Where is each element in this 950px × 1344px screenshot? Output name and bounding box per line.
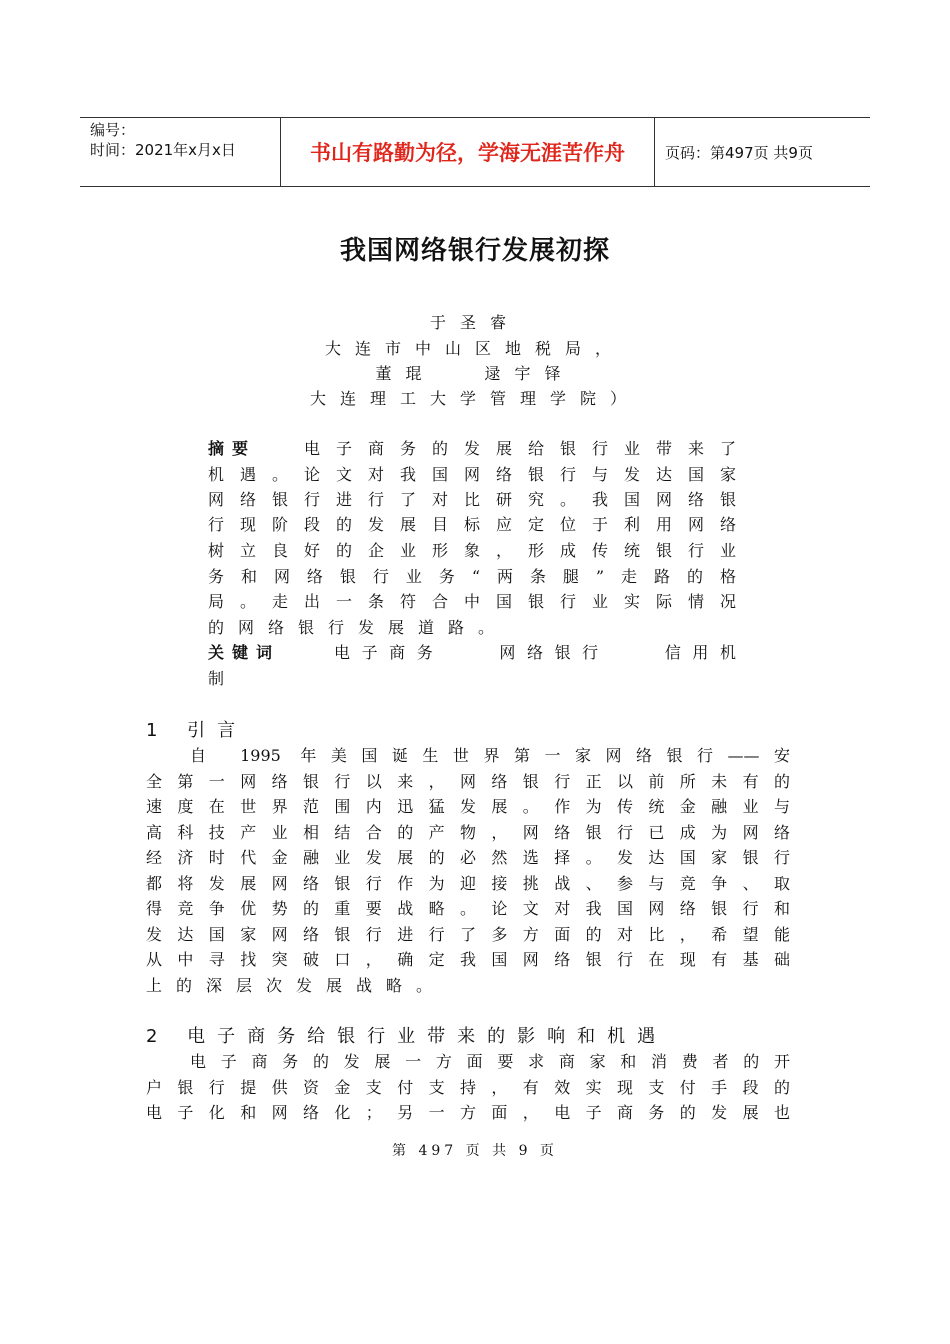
body-line: 电子商务的发展一方面要求商家和消费者的开 xyxy=(190,1052,790,1071)
section-heading-2: 2 电子商务给银行业带来的影响和机遇 xyxy=(146,1026,668,1047)
body-line: 从中寻找突破口，确定我国网络银行在现有基础 xyxy=(146,950,790,969)
body-line: 电子化和网络化；另一方面，电子商务的发展也 xyxy=(146,1103,790,1122)
body-line: 自 1995 年美国诞生世界第一家网络银行——安 xyxy=(190,746,790,765)
document-title: 我国网络银行发展初探 xyxy=(339,236,610,266)
body-line: 高科技产业相结合的产物，网络银行已成为网络 xyxy=(146,823,790,842)
author-line-1: 于圣睿 xyxy=(429,313,520,332)
abstract-line: 务和网络银行业务“两条腿”走路的格 xyxy=(208,567,736,586)
abstract-line: 电子商务的发展给银行业带来了 xyxy=(304,439,736,458)
header-table xyxy=(80,117,870,187)
body-line: 得竞争优势的重要战略。论文对我国网络银行和 xyxy=(146,899,790,918)
body-line: 发达国家网络银行进行了多方面的对比，希望能 xyxy=(146,925,790,944)
body-line: 经济时代金融业发展的必然选择。发达国家银行 xyxy=(146,848,790,867)
abstract-first-line xyxy=(208,436,736,462)
author-line-2: 大连市中山区地税局， xyxy=(324,339,625,358)
abstract-line: 机遇。论文对我国网络银行与发达国家 xyxy=(208,465,736,484)
abstract-line: 树立良好的企业形象，形成传统银行业 xyxy=(208,541,736,560)
body-line: 户银行提供资金支付支持，有效实现支付手段的 xyxy=(146,1078,790,1097)
header-motto: 书山有路勤为径，学海无涯苦作舟 xyxy=(281,118,655,186)
abstract-line: 网络银行进行了对比研究。我国网络银 xyxy=(208,490,736,509)
keywords-label: 关键词 xyxy=(208,643,281,662)
body-line: 全第一网络银行以来，网络银行正以前所未有的 xyxy=(146,772,790,791)
date-label: 时间：2021年x月x日 xyxy=(90,141,236,159)
abstract-line: 行现阶段的发展目标应定位于利用网络 xyxy=(208,515,736,534)
author-line-4: 大连理工大学管理学院） xyxy=(309,389,640,408)
abstract-label: 摘要 xyxy=(208,439,257,458)
keywords-line xyxy=(208,640,736,666)
body-line: 速度在世界范围内迅猛发展。作为传统金融业与 xyxy=(146,797,790,816)
keywords-tail: 制 xyxy=(208,669,239,688)
body-line: 上的深层次发展战略。 xyxy=(146,976,447,995)
body-line: 都将发展网络银行作为迎接挑战、参与竞争、取 xyxy=(146,874,790,893)
header-meta xyxy=(80,118,281,186)
serial-label: 编号： xyxy=(90,121,136,139)
header-page-info: 页码：第497页 共9页 xyxy=(665,143,813,162)
keywords-text: 电子商务 网络银行 信用机 xyxy=(334,643,736,662)
author-line-3: 董琨 逯宇铎 xyxy=(375,364,575,383)
abstract-line: 的网络银行发展道路。 xyxy=(208,618,509,637)
section-heading-1: 1 引言 xyxy=(146,720,248,741)
abstract-line: 局。走出一条符合中国银行业实际情况 xyxy=(208,592,736,611)
page-footer: 第 497 页 共 9 页 xyxy=(392,1143,558,1159)
